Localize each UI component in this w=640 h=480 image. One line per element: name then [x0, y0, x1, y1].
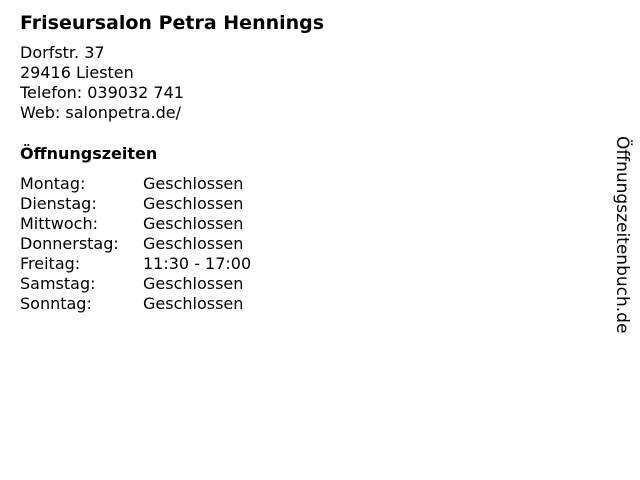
phone-number: Telefon: 039032 741 — [20, 83, 184, 102]
day-label: Mittwoch: — [20, 214, 98, 233]
hours-value: Geschlossen — [143, 174, 244, 193]
street-address: Dorfstr. 37 — [20, 43, 105, 62]
business-name: Friseursalon Petra Hennings — [20, 12, 325, 34]
day-label: Samstag: — [20, 274, 96, 293]
postal-city: 29416 Liesten — [20, 63, 134, 82]
opening-hours-heading: Öffnungszeiten — [20, 144, 158, 163]
hours-value: Geschlossen — [143, 194, 244, 213]
brand-watermark: Öffnungszeitenbuch.de — [612, 136, 632, 334]
day-label: Donnerstag: — [20, 234, 119, 253]
day-label: Sonntag: — [20, 294, 92, 313]
website: Web: salonpetra.de/ — [20, 103, 182, 122]
hours-value: Geschlossen — [143, 234, 244, 253]
day-label: Dienstag: — [20, 194, 97, 213]
address-block — [20, 43, 184, 123]
day-label: Montag: — [20, 174, 86, 193]
hours-value: Geschlossen — [143, 214, 244, 233]
day-label: Freitag: — [20, 254, 81, 273]
hours-value: Geschlossen — [143, 274, 244, 293]
hours-value: Geschlossen — [143, 294, 244, 313]
hours-value: 11:30 - 17:00 — [143, 254, 252, 273]
